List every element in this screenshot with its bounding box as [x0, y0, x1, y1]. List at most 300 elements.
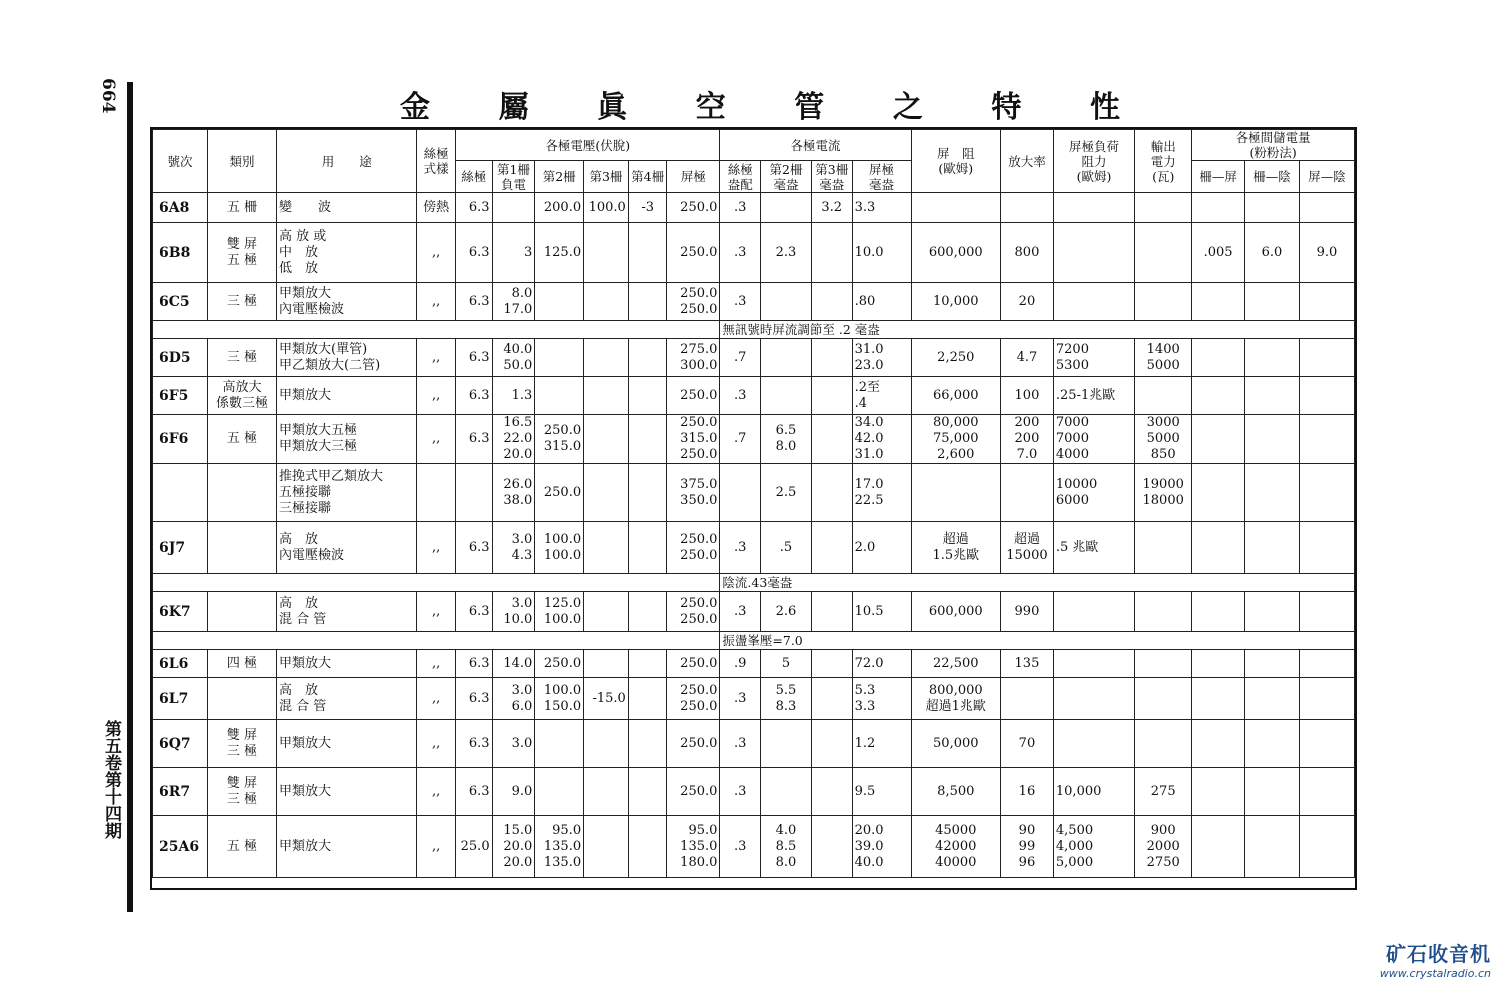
cell-g2i: .5: [761, 522, 812, 574]
cell-model: 25A6: [153, 816, 208, 878]
table-row: [153, 339, 1355, 377]
cell-c1: [1192, 193, 1245, 223]
cell-fil: ,,: [417, 377, 456, 415]
cell-load: [1053, 283, 1134, 321]
cell-fv: 6.3: [456, 193, 493, 223]
cell-fv: 6.3: [456, 377, 493, 415]
cell-type: [207, 592, 276, 632]
cell-usage: 甲類放大: [277, 720, 417, 768]
cell-pv: 250.0 250.0: [667, 283, 720, 321]
cell-pi: 20.0 39.0 40.0: [852, 816, 911, 878]
cell-g1: 1.3: [492, 377, 535, 415]
cell-g2: 125.0 100.0: [535, 592, 584, 632]
cell-load: 10000 6000: [1053, 464, 1134, 522]
cell-type: 三 極: [207, 283, 276, 321]
cell-mu: 16: [1001, 768, 1054, 816]
cell-usage: 甲類放大: [277, 768, 417, 816]
cell-c1: [1192, 377, 1245, 415]
cell-pv: 250.0: [667, 720, 720, 768]
cell-fv: 6.3: [456, 768, 493, 816]
cell-fil: ,,: [417, 768, 456, 816]
cell-rp: [911, 464, 1000, 522]
cell-g2i: [761, 768, 812, 816]
cell-g2: 100.0 150.0: [535, 678, 584, 720]
cell-power: 900 2000 2750: [1135, 816, 1192, 878]
cell-g4: [628, 464, 667, 522]
cell-usage: 甲類放大: [277, 816, 417, 878]
cell-c3: [1299, 415, 1354, 464]
cell-fv: 6.3: [456, 415, 493, 464]
cell-mu: 200 200 7.0: [1001, 415, 1054, 464]
cell-power: 1400 5000: [1135, 339, 1192, 377]
cell-fi: .3: [720, 720, 761, 768]
cell-pv: 250.0: [667, 768, 720, 816]
cell-fi: .3: [720, 768, 761, 816]
cell-mu: 20: [1001, 283, 1054, 321]
cell-fil: ,,: [417, 592, 456, 632]
cell-g3i: [811, 650, 852, 678]
cell-c3: [1299, 650, 1354, 678]
cell-g3i: [811, 522, 852, 574]
cell-c1: [1192, 678, 1245, 720]
cell-pi: 2.0: [852, 522, 911, 574]
cell-g2: 95.0 135.0 135.0: [535, 816, 584, 878]
cell-g3: [584, 720, 629, 768]
cell-type: 四 極: [207, 650, 276, 678]
cell-fil: 傍熱: [417, 193, 456, 223]
cell-g1: 15.0 20.0 20.0: [492, 816, 535, 878]
cell-g4: [628, 592, 667, 632]
cell-g4: [628, 720, 667, 768]
cell-fil: ,,: [417, 678, 456, 720]
logo-text: 矿石收音机: [1386, 942, 1491, 966]
cell-fi: .3: [720, 678, 761, 720]
cell-c2: 6.0: [1245, 223, 1300, 283]
table-row: [153, 592, 1355, 632]
table-note: 陰流.43毫盎: [720, 574, 1355, 592]
cell-fv: 25.0: [456, 816, 493, 878]
cell-load: [1053, 193, 1134, 223]
title-char: 金: [400, 90, 430, 125]
cell-fi: .3: [720, 592, 761, 632]
cell-g3i: [811, 592, 852, 632]
cell-fi: .3: [720, 522, 761, 574]
cell-g3i: [811, 816, 852, 878]
cell-c1: [1192, 415, 1245, 464]
cell-type: 雙 屏 三 極: [207, 768, 276, 816]
header-usage: 用 途: [277, 130, 417, 193]
table-row: [153, 193, 1355, 223]
cell-g3i: 3.2: [811, 193, 852, 223]
cell-type: 三 極: [207, 339, 276, 377]
table-row: [153, 377, 1355, 415]
cell-model: [153, 464, 208, 522]
cell-pi: 31.0 23.0: [852, 339, 911, 377]
cell-c3: [1299, 464, 1354, 522]
cell-g1: 14.0: [492, 650, 535, 678]
table-row: [153, 720, 1355, 768]
cell-type: 雙 屏 三 極: [207, 720, 276, 768]
cell-rp: 8,500: [911, 768, 1000, 816]
cell-c2: [1245, 650, 1300, 678]
cell-fi: .3: [720, 193, 761, 223]
cell-c2: [1245, 522, 1300, 574]
cell-g4: [628, 678, 667, 720]
cell-usage: 高 放 內電壓檢波: [277, 522, 417, 574]
tube-table-frame: [150, 127, 1357, 890]
cell-load: .5 兆歐: [1053, 522, 1134, 574]
cell-g2i: 2.6: [761, 592, 812, 632]
header-cap-grid-plate: 柵—屏: [1192, 161, 1245, 193]
cell-fil: ,,: [417, 522, 456, 574]
title-char: 空: [695, 90, 726, 125]
cell-type: [207, 522, 276, 574]
cell-pi: 10.0: [852, 223, 911, 283]
cell-model: 6R7: [153, 768, 208, 816]
cell-power: 275: [1135, 768, 1192, 816]
cell-g2: 250.0: [535, 464, 584, 522]
cell-pi: 3.3: [852, 193, 911, 223]
cell-fv: 6.3: [456, 720, 493, 768]
cell-g1: 3: [492, 223, 535, 283]
note-spacer: [153, 321, 720, 339]
cell-g3: 100.0: [584, 193, 629, 223]
cell-rp: 600,000: [911, 223, 1000, 283]
cell-g2i: 2.5: [761, 464, 812, 522]
table-row: [153, 650, 1355, 678]
cell-mu: 70: [1001, 720, 1054, 768]
cell-c3: [1299, 522, 1354, 574]
cell-g2i: [761, 193, 812, 223]
cell-g2: [535, 720, 584, 768]
cell-usage: 高 放 或 中 放 低 放: [277, 223, 417, 283]
cell-rp: 22,500: [911, 650, 1000, 678]
cell-c2: [1245, 816, 1300, 878]
cell-c1: [1192, 522, 1245, 574]
cell-fv: 6.3: [456, 283, 493, 321]
header-grid3-voltage: 第3柵: [584, 161, 629, 193]
cell-c2: [1245, 415, 1300, 464]
cell-rp: 80,000 75,000 2,600: [911, 415, 1000, 464]
cell-model: 6D5: [153, 339, 208, 377]
cell-g2: [535, 339, 584, 377]
header-current-group: 各極電流: [720, 130, 911, 161]
cell-pv: 250.0 250.0: [667, 678, 720, 720]
page-title: [400, 82, 1120, 125]
cell-power: [1135, 678, 1192, 720]
cell-g2: [535, 377, 584, 415]
cell-fil: ,,: [417, 816, 456, 878]
cell-g4: [628, 339, 667, 377]
cell-fil: ,,: [417, 283, 456, 321]
cell-c3: [1299, 678, 1354, 720]
cell-g3i: [811, 768, 852, 816]
cell-g3i: [811, 339, 852, 377]
header-voltage-group: 各極電壓(伏脫): [456, 130, 720, 161]
cell-g2i: [761, 339, 812, 377]
cell-g3: [584, 650, 629, 678]
cell-c1: [1192, 339, 1245, 377]
cell-pi: .80: [852, 283, 911, 321]
cell-g3i: [811, 464, 852, 522]
cell-pi: 9.5: [852, 768, 911, 816]
cell-g1: 8.0 17.0: [492, 283, 535, 321]
cell-model: 6Q7: [153, 720, 208, 768]
cell-load: [1053, 678, 1134, 720]
cell-power: [1135, 377, 1192, 415]
cell-fi: .9: [720, 650, 761, 678]
cell-power: [1135, 650, 1192, 678]
cell-power: [1135, 720, 1192, 768]
cell-usage: 高 放 混 合 管: [277, 592, 417, 632]
cell-g2i: [761, 283, 812, 321]
cell-g2: [535, 768, 584, 816]
header-load-resistance: 屏極負荷 阻力 (歐姆): [1053, 130, 1134, 193]
cell-type: 五 極: [207, 816, 276, 878]
table-row: [153, 522, 1355, 574]
cell-pi: 1.2: [852, 720, 911, 768]
cell-mu: 90 99 96: [1001, 816, 1054, 878]
cell-type: 五 柵: [207, 193, 276, 223]
cell-mu: [1001, 193, 1054, 223]
cell-pi: 10.5: [852, 592, 911, 632]
cell-g3: [584, 592, 629, 632]
table-row: [153, 464, 1355, 522]
note-spacer: [153, 574, 720, 592]
cell-fv: 6.3: [456, 678, 493, 720]
cell-c2: [1245, 377, 1300, 415]
cell-load: [1053, 650, 1134, 678]
cell-g3i: [811, 678, 852, 720]
cell-g2i: 4.0 8.5 8.0: [761, 816, 812, 878]
cell-load: 10,000: [1053, 768, 1134, 816]
cell-g2: 125.0: [535, 223, 584, 283]
cell-mu: 4.7: [1001, 339, 1054, 377]
table-note-row: [153, 632, 1355, 650]
cell-g1: 3.0 6.0: [492, 678, 535, 720]
cell-g1: 40.0 50.0: [492, 339, 535, 377]
cell-fi: .3: [720, 283, 761, 321]
cell-model: 6B8: [153, 223, 208, 283]
site-logo: [1380, 938, 1491, 980]
cell-c2: [1245, 720, 1300, 768]
cell-mu: [1001, 678, 1054, 720]
cell-fi: .3: [720, 816, 761, 878]
cell-model: 6F6: [153, 415, 208, 464]
cell-c2: [1245, 768, 1300, 816]
cell-type: 高放大 係數三極: [207, 377, 276, 415]
title-char: 性: [1089, 90, 1120, 125]
cell-usage: 甲類放大: [277, 650, 417, 678]
cell-type: 雙 屏 五 極: [207, 223, 276, 283]
title-char: 眞: [597, 90, 628, 125]
cell-c1: [1192, 283, 1245, 321]
page-number: 664: [98, 78, 118, 114]
cell-power: [1135, 522, 1192, 574]
header-type: 類別: [207, 130, 276, 193]
cell-g3: [584, 464, 629, 522]
cell-mu: 超過 15000: [1001, 522, 1054, 574]
cell-g3i: [811, 377, 852, 415]
cell-g1: [492, 193, 535, 223]
cell-g4: [628, 223, 667, 283]
cell-pi: 17.0 22.5: [852, 464, 911, 522]
cell-c1: [1192, 720, 1245, 768]
logo-url: www.crystalradio.cn: [1379, 967, 1491, 980]
cell-fil: ,,: [417, 223, 456, 283]
cell-g4: [628, 283, 667, 321]
cell-g4: [628, 377, 667, 415]
cell-g2: 250.0 315.0: [535, 415, 584, 464]
cell-g3: [584, 339, 629, 377]
cell-g1: 26.0 38.0: [492, 464, 535, 522]
cell-load: [1053, 592, 1134, 632]
cell-mu: 135: [1001, 650, 1054, 678]
cell-fi: .3: [720, 377, 761, 415]
cell-rp: 50,000: [911, 720, 1000, 768]
cell-g1: 16.5 22.0 20.0: [492, 415, 535, 464]
header-plate-resistance: 屏 阻 (歐姆): [911, 130, 1000, 193]
table-row: [153, 415, 1355, 464]
cell-rp: [911, 193, 1000, 223]
cell-c3: [1299, 339, 1354, 377]
cell-pv: 250.0 315.0 250.0: [667, 415, 720, 464]
table-note: 無訊號時屏流調節至 .2 毫盎: [720, 321, 1355, 339]
cell-fil: ,,: [417, 339, 456, 377]
cell-mu: 990: [1001, 592, 1054, 632]
cell-g3: [584, 283, 629, 321]
cell-rp: 45000 42000 40000: [911, 816, 1000, 878]
cell-pi: 72.0: [852, 650, 911, 678]
cell-fi: .3: [720, 223, 761, 283]
cell-type: [207, 464, 276, 522]
cell-c3: [1299, 720, 1354, 768]
cell-g3i: [811, 223, 852, 283]
cell-model: 6L6: [153, 650, 208, 678]
cell-usage: 甲類放大(單管) 甲乙類放大(二管): [277, 339, 417, 377]
table-note-row: [153, 321, 1355, 339]
cell-g2i: 5.5 8.3: [761, 678, 812, 720]
header-plate-current: 屏極 毫盎: [852, 161, 911, 193]
cell-load: [1053, 223, 1134, 283]
cell-mu: 800: [1001, 223, 1054, 283]
cell-g2: 250.0: [535, 650, 584, 678]
cell-fil: ,,: [417, 720, 456, 768]
issue-label: 第五卷第十四期: [101, 720, 121, 839]
cell-fil: ,,: [417, 415, 456, 464]
cell-g2i: 2.3: [761, 223, 812, 283]
cell-rp: 66,000: [911, 377, 1000, 415]
table-note-row: [153, 574, 1355, 592]
cell-pv: 275.0 300.0: [667, 339, 720, 377]
cell-c1: [1192, 768, 1245, 816]
cell-fv: 6.3: [456, 522, 493, 574]
cell-fv: 6.3: [456, 339, 493, 377]
table-row: [153, 283, 1355, 321]
cell-load: 7200 5300: [1053, 339, 1134, 377]
cell-fv: 6.3: [456, 650, 493, 678]
cell-c2: [1245, 339, 1300, 377]
cell-usage: 變 波: [277, 193, 417, 223]
cell-fv: [456, 464, 493, 522]
cell-fil: ,,: [417, 650, 456, 678]
cell-pv: 250.0: [667, 377, 720, 415]
cell-c2: [1245, 678, 1300, 720]
header-grid2-voltage: 第2柵: [535, 161, 584, 193]
cell-usage: 甲類放大: [277, 377, 417, 415]
cell-fv: 6.3: [456, 223, 493, 283]
cell-g3: [584, 377, 629, 415]
cell-type: [207, 678, 276, 720]
cell-fil: [417, 464, 456, 522]
cell-g2: 100.0 100.0: [535, 522, 584, 574]
header-capacitance-group: 各極間儲電量 (粉粉法): [1192, 130, 1355, 161]
cell-model: 6A8: [153, 193, 208, 223]
cell-c3: [1299, 768, 1354, 816]
cell-power: [1135, 592, 1192, 632]
cell-load: 4,500 4,000 5,000: [1053, 816, 1134, 878]
cell-c3: [1299, 377, 1354, 415]
cell-g3: [584, 415, 629, 464]
cell-g2i: [761, 720, 812, 768]
header-model: 號次: [153, 130, 208, 193]
cell-g2i: 5: [761, 650, 812, 678]
cell-power: 3000 5000 850: [1135, 415, 1192, 464]
header-cap-plate-cathode: 屏—陰: [1299, 161, 1354, 193]
cell-model: 6J7: [153, 522, 208, 574]
margin-rule: [127, 82, 133, 912]
cell-c2: [1245, 464, 1300, 522]
cell-model: 6F5: [153, 377, 208, 415]
title-char: 屬: [498, 90, 529, 125]
cell-c1: [1192, 816, 1245, 878]
header-plate-voltage: 屏極: [667, 161, 720, 193]
header-grid1-voltage: 第1柵 負電: [492, 161, 535, 193]
cell-power: [1135, 193, 1192, 223]
cell-g1: 9.0: [492, 768, 535, 816]
cell-pv: 250.0: [667, 650, 720, 678]
cell-rp: 800,000 超過1兆歐: [911, 678, 1000, 720]
cell-model: 6C5: [153, 283, 208, 321]
header-grid4-voltage: 第4柵: [628, 161, 667, 193]
tube-characteristics-table: [152, 129, 1355, 878]
cell-c3: [1299, 816, 1354, 878]
cell-rp: 超過 1.5兆歐: [911, 522, 1000, 574]
cell-c1: [1192, 592, 1245, 632]
cell-mu: 100: [1001, 377, 1054, 415]
cell-pi: 34.0 42.0 31.0: [852, 415, 911, 464]
cell-g3i: [811, 283, 852, 321]
cell-load: .25-1兆歐: [1053, 377, 1134, 415]
cell-c2: [1245, 193, 1300, 223]
cell-g3: [584, 816, 629, 878]
cell-c2: [1245, 592, 1300, 632]
note-spacer: [153, 632, 720, 650]
table-row: [153, 816, 1355, 878]
cell-load: [1053, 720, 1134, 768]
cell-mu: [1001, 464, 1054, 522]
table-row: [153, 223, 1355, 283]
title-char: 管: [794, 90, 825, 125]
header-grid2-current: 第2柵 毫盎: [761, 161, 812, 193]
cell-power: [1135, 223, 1192, 283]
table-row: [153, 678, 1355, 720]
cell-g1: 3.0: [492, 720, 535, 768]
cell-g4: [628, 415, 667, 464]
cell-fi: .7: [720, 339, 761, 377]
cell-c1: [1192, 650, 1245, 678]
table-body: [153, 193, 1355, 878]
